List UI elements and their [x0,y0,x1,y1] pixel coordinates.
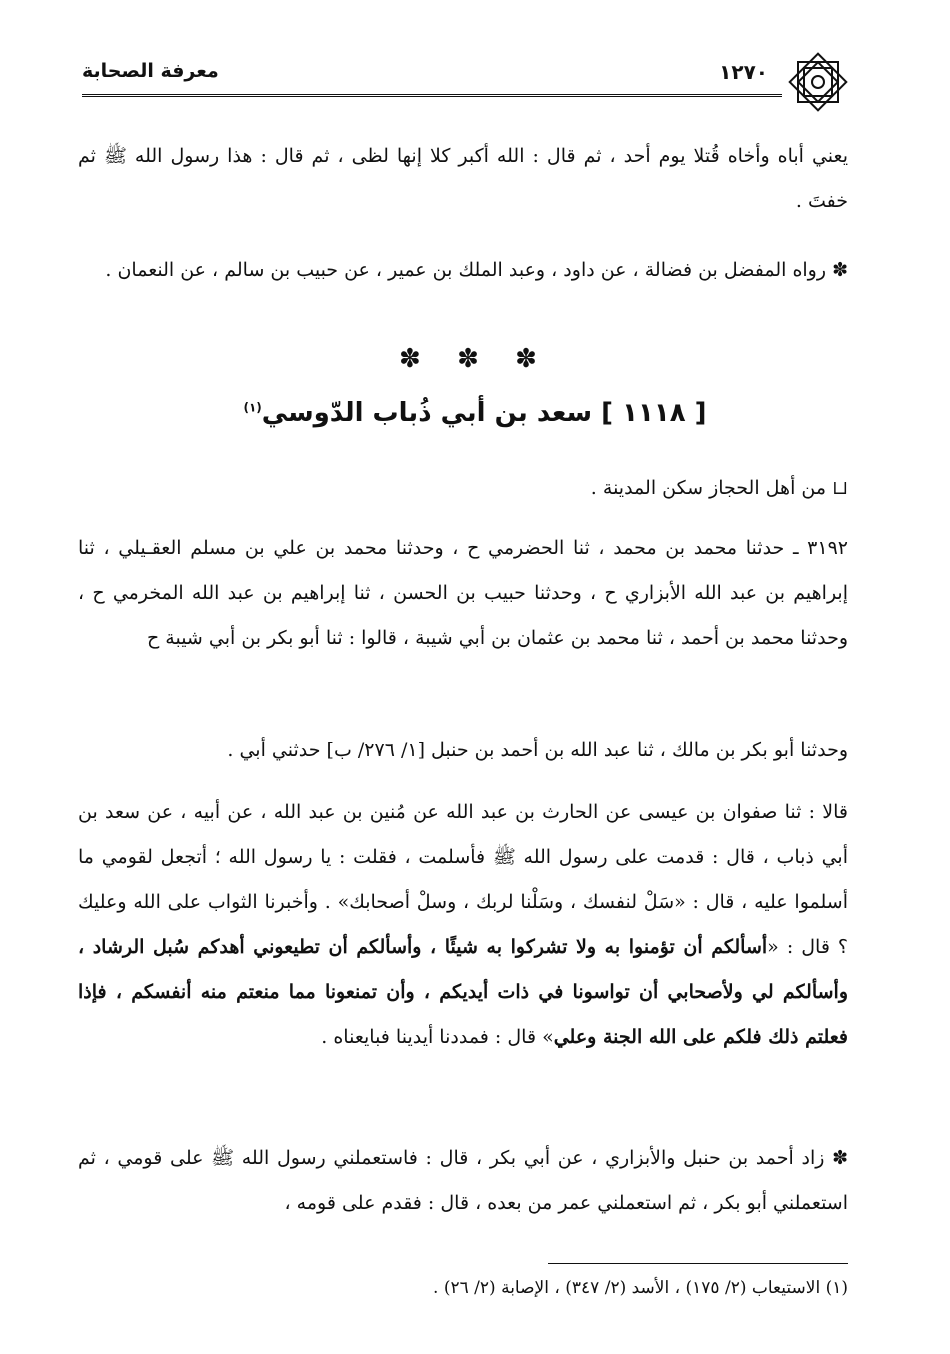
chapter-title-text: [ ١١١٨ ] سعد بن أبي ذُباب الدّوسي [261,398,707,428]
paragraph-6-end: » قال : فمددنا أيدينا فبايعناه . [321,1026,554,1048]
header-title: معرفة الصحابة [82,60,219,82]
paragraph-6-quote: أسألكم أن تؤمنوا به ولا تشركوا به شيئًا ، وأسألكم أن تطيعوني أهدكم سُبل الرشاد ، وأسألكم لي ولأصحابي أن تواسونا في ذات أيديكم ، وأن تمنعونا مما منعتم منه أنفسكم ، فإذا فعلتم ذلك فلكم على الله الجنة وعلي [78,936,848,1048]
octagram-ornament-icon [784,48,852,116]
footnote-rule [548,1263,848,1264]
running-header [82,56,852,100]
paragraph-7: ✽ زاد أحمد بن حنبل والأبزاري ، عن أبي بكر ، قال : فاستعملني رسول الله ﷺ على قومي ، ثم استعملني أبو بكر ، ثم استعملني عمر من بعده ، قال : فقدم على قومه ، [78,1147,848,1214]
chapter-title [0,398,950,428]
paragraph-3: ⊔ من أهل الحجاز سكن المدينة . [590,477,848,499]
paragraph-1: يعني أباه وأخاه قُتلا يوم أحد ، ثم قال : الله أكبر كلا إنها لظى ، ثم قال : هذا رسول الله ﷺ ثم خفتَ . [78,145,848,212]
header-rule [82,94,782,97]
paragraph-6-intro: قالا : ثنا صفوان بن عيسى عن الحارث بن عبد الله عن مُنين بن عبد الله ، عن أبيه ، عن سعد بن أبي ذباب ، قال : قدمت على رسول الله ﷺ فأسلمت ، فقلت : يا رسول الله ؛ أتجعل لقومي ما أسلموا عليه ، قال : «سَلْ لنفسك ، وسَلْنا لربك ، وسلْ أصحابك» . وأخبرنا الثواب على الله وعليك ؟ قال : « [78,801,849,958]
paragraph-4: ٣١٩٢ ـ حدثنا محمد بن محمد ، ثنا الحضرمي ح ، وحدثنا محمد بن علي بن مسلم العقـيلي ، ثنا إبراهيم بن عبد الله الأبزاري ح ، وحدثنا حبيب بن الحسن ، ثنا إبراهيم بن عبد الله المخرمي ح ، وحدثنا محمد بن أحمد ، ثنا محمد بن عثمان بن أبي شيبة ، قالوا : ثنا أبو بكر بن أبي شيبة ح [78,537,848,649]
footnote: (١) الاستيعاب (٢/ ١٧٥) ، الأسد (٢/ ٣٤٧) ، الإصابة (٢/ ٢٦) . [433,1278,848,1298]
paragraph-6 [78,790,848,1060]
page-number: ١٢٧٠ [719,60,768,84]
paragraph-5: وحدثنا أبو بكر بن مالك ، ثنا عبد الله بن أحمد بن حنبل [١/ ٢٧٦/ ب] حدثني أبي . [227,739,848,761]
chapter-footnote-ref: (١) [243,400,262,415]
paragraph-2: ✽ رواه المفضل بن فضالة ، عن داود ، وعبد الملك بن عمير ، عن حبيب بن سالم ، عن النعمان . [105,259,848,281]
section-separator: ✽ ✽ ✽ [399,344,551,374]
